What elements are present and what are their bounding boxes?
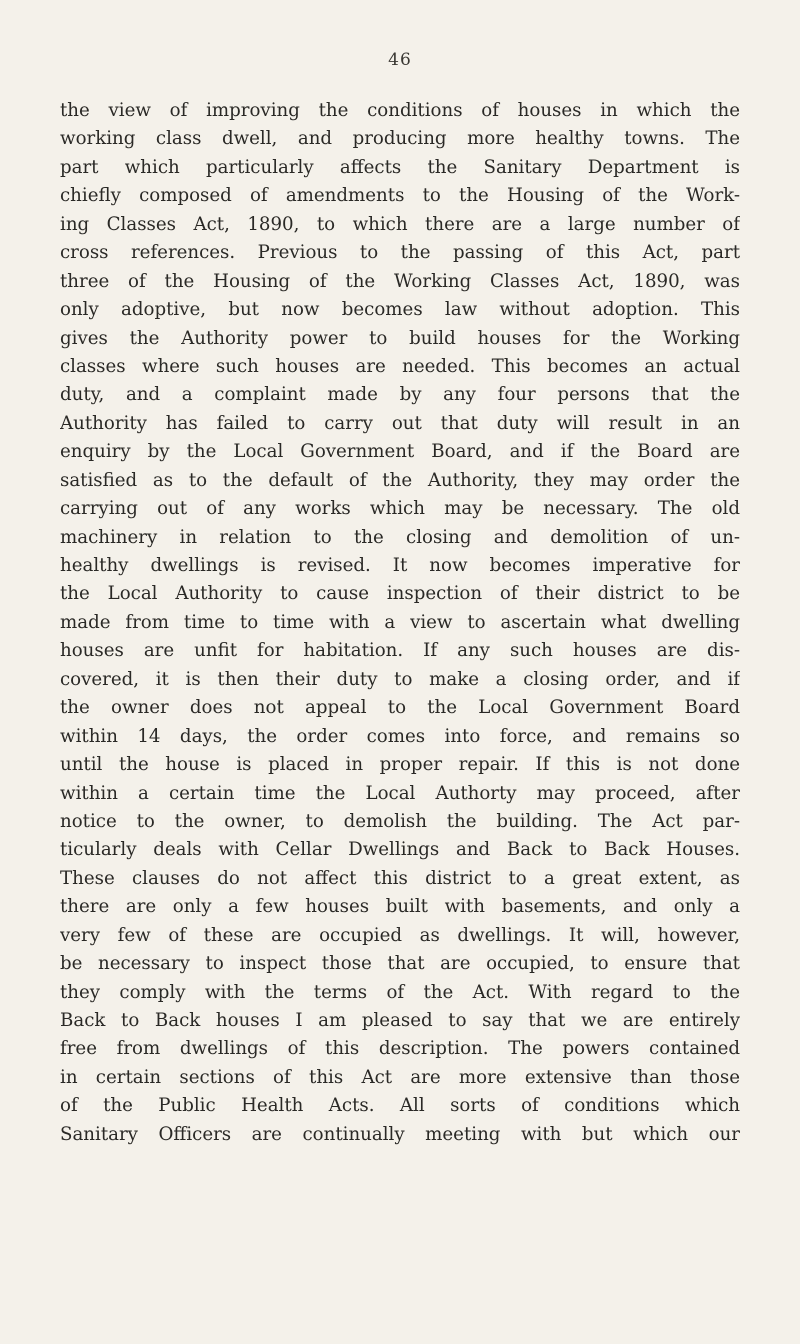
text-line: satisfied as to the default of the Authority, they may order the <box>60 469 740 491</box>
body-paragraph <box>60 97 740 1149</box>
text-line: These clauses do not affect this district to a great extent, as <box>60 867 740 889</box>
text-line: carrying out of any works which may be necessary. The old <box>60 498 740 520</box>
text-line: Sanitary Officers are continually meeting with but which our <box>60 1123 740 1145</box>
text-line: within 14 days, the order comes into force, and remains so <box>60 725 740 747</box>
text-line: working class dwell, and producing more healthy towns. The <box>60 128 740 150</box>
text-line: very few of these are occupied as dwellings. It will, however, <box>60 924 740 946</box>
text-line: only adoptive, but now becomes law without adoption. This <box>60 299 740 321</box>
text-line: free from dwellings of this description. The powers contained <box>60 1038 740 1060</box>
text-line: notice to the owner, to demolish the building. The Act par- <box>60 810 740 832</box>
text-line: enquiry by the Local Government Board, and if the Board are <box>60 441 740 463</box>
text-line: chiefly composed of amendments to the Housing of the Work- <box>60 185 740 207</box>
text-line: gives the Authority power to build houses for the Working <box>60 327 740 349</box>
text-line: cross references. Previous to the passing of this Act, part <box>60 242 740 264</box>
text-line: there are only a few houses built with basements, and only a <box>60 896 740 918</box>
text-line: houses are unfit for habitation. If any such houses are dis- <box>60 640 740 662</box>
text-line: part which particularly affects the Sanitary Department is <box>60 156 740 178</box>
text-line: three of the Housing of the Working Classes Act, 1890, was <box>60 270 740 292</box>
text-line: healthy dwellings is revised. It now becomes imperative for <box>60 555 740 576</box>
text-line: made from time to time with a view to ascertain what dwelling <box>60 611 740 633</box>
text-line: be necessary to inspect those that are occupied, to ensure that <box>60 953 740 975</box>
text-line: Authority has failed to carry out that duty will result in an <box>60 412 740 434</box>
text-line: of the Public Health Acts. All sorts of conditions which <box>60 1095 740 1117</box>
text-line: Back to Back houses I am pleased to say that we are entirely <box>60 1010 740 1031</box>
text-line: ticularly deals with Cellar Dwellings and Back to Back Houses. <box>60 839 740 861</box>
text-line: they comply with the terms of the Act. With regard to the <box>60 981 740 1003</box>
text-line: within a certain time the Local Authorty may proceed, after <box>60 782 740 804</box>
text-line: the owner does not appeal to the Local Government Board <box>60 697 740 719</box>
text-line: until the house is placed in proper repair. If this is not done <box>60 754 740 776</box>
text-line: ing Classes Act, 1890, to which there are a large number of <box>60 213 740 235</box>
text-line: classes where such houses are needed. This becomes an actual <box>60 355 740 377</box>
text-line: covered, it is then their duty to make a closing order, and if <box>60 668 740 690</box>
text-line: in certain sections of this Act are more extensive than those <box>60 1066 740 1088</box>
text-line: the Local Authority to cause inspection of their district to be <box>60 583 740 605</box>
text-line: machinery in relation to the closing and demolition of un- <box>60 526 740 548</box>
text-line: duty, and a complaint made by any four persons that the <box>60 384 740 406</box>
text-line: the view of improving the conditions of houses in which the <box>60 100 740 121</box>
page-number: 46 <box>388 50 412 70</box>
